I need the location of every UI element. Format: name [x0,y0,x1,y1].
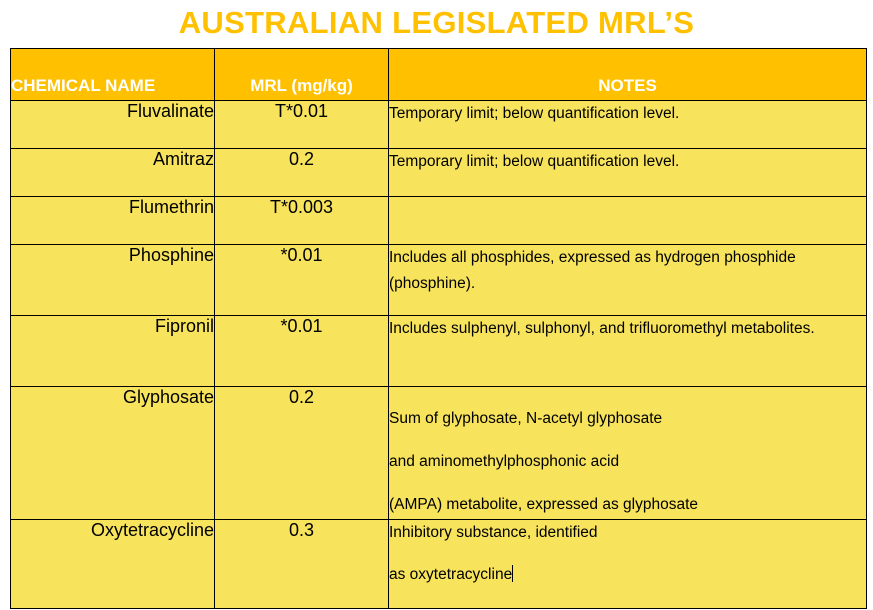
notes-text: Temporary limit; below quantification level. [389,105,680,122]
mrl-cell: T*0.003 [215,197,389,245]
chemical-name-cell: Fluvalinate [11,101,215,149]
chemical-name-cell: Flumethrin [11,197,215,245]
mrl-cell: 0.2 [215,149,389,197]
column-header-notes: NOTES [389,49,867,101]
notes-cell [389,197,867,245]
table-row [11,387,867,520]
chemical-name-cell: Fipronil [11,316,215,387]
column-header-chemical-name: CHEMICAL NAME [11,49,215,101]
notes-cell [389,245,867,316]
table-row [11,149,867,197]
column-header-mrl: MRL (mg/kg) [215,49,389,101]
chemical-name-cell: Amitraz [11,149,215,197]
notes-cell [389,101,867,149]
notes-text: and aminomethylphosphonic acid [389,453,620,470]
notes-text: Inhibitory substance, identified [389,524,598,541]
table-row [11,520,867,609]
chemical-name-cell: Glyphosate [11,387,215,520]
notes-text: (AMPA) metabolite, expressed as glyphosate [389,496,699,513]
table-header-row [11,49,867,101]
table-row [11,316,867,387]
chemical-name-cell: Phosphine [11,245,215,316]
notes-text: Includes all phosphides, expressed as hydrogen phosphide (phosphine). [389,249,796,292]
mrl-cell: *0.01 [215,245,389,316]
mrl-cell: *0.01 [215,316,389,387]
mrl-table [10,48,867,609]
notes-cell [389,387,867,520]
mrl-cell: 0.3 [215,520,389,609]
table-row [11,245,867,316]
notes-text: Includes sulphenyl, sulphonyl, and trifluoromethyl metabolites. [389,320,815,337]
page-title: AUSTRALIAN LEGISLATED MRL’S [178,5,695,40]
table-row [11,197,867,245]
mrl-cell: T*0.01 [215,101,389,149]
chemical-name-cell: Oxytetracycline [11,520,215,609]
notes-cell [389,316,867,387]
table-row [11,101,867,149]
notes-cell[interactable] [389,520,867,609]
notes-text-editing[interactable]: as oxytetracycline [389,566,513,583]
notes-text: Sum of glyphosate, N-acetyl glyphosate [389,410,663,427]
notes-cell [389,149,867,197]
notes-text: Temporary limit; below quantification level. [389,153,680,170]
mrl-cell: 0.2 [215,387,389,520]
text-cursor [512,565,513,582]
